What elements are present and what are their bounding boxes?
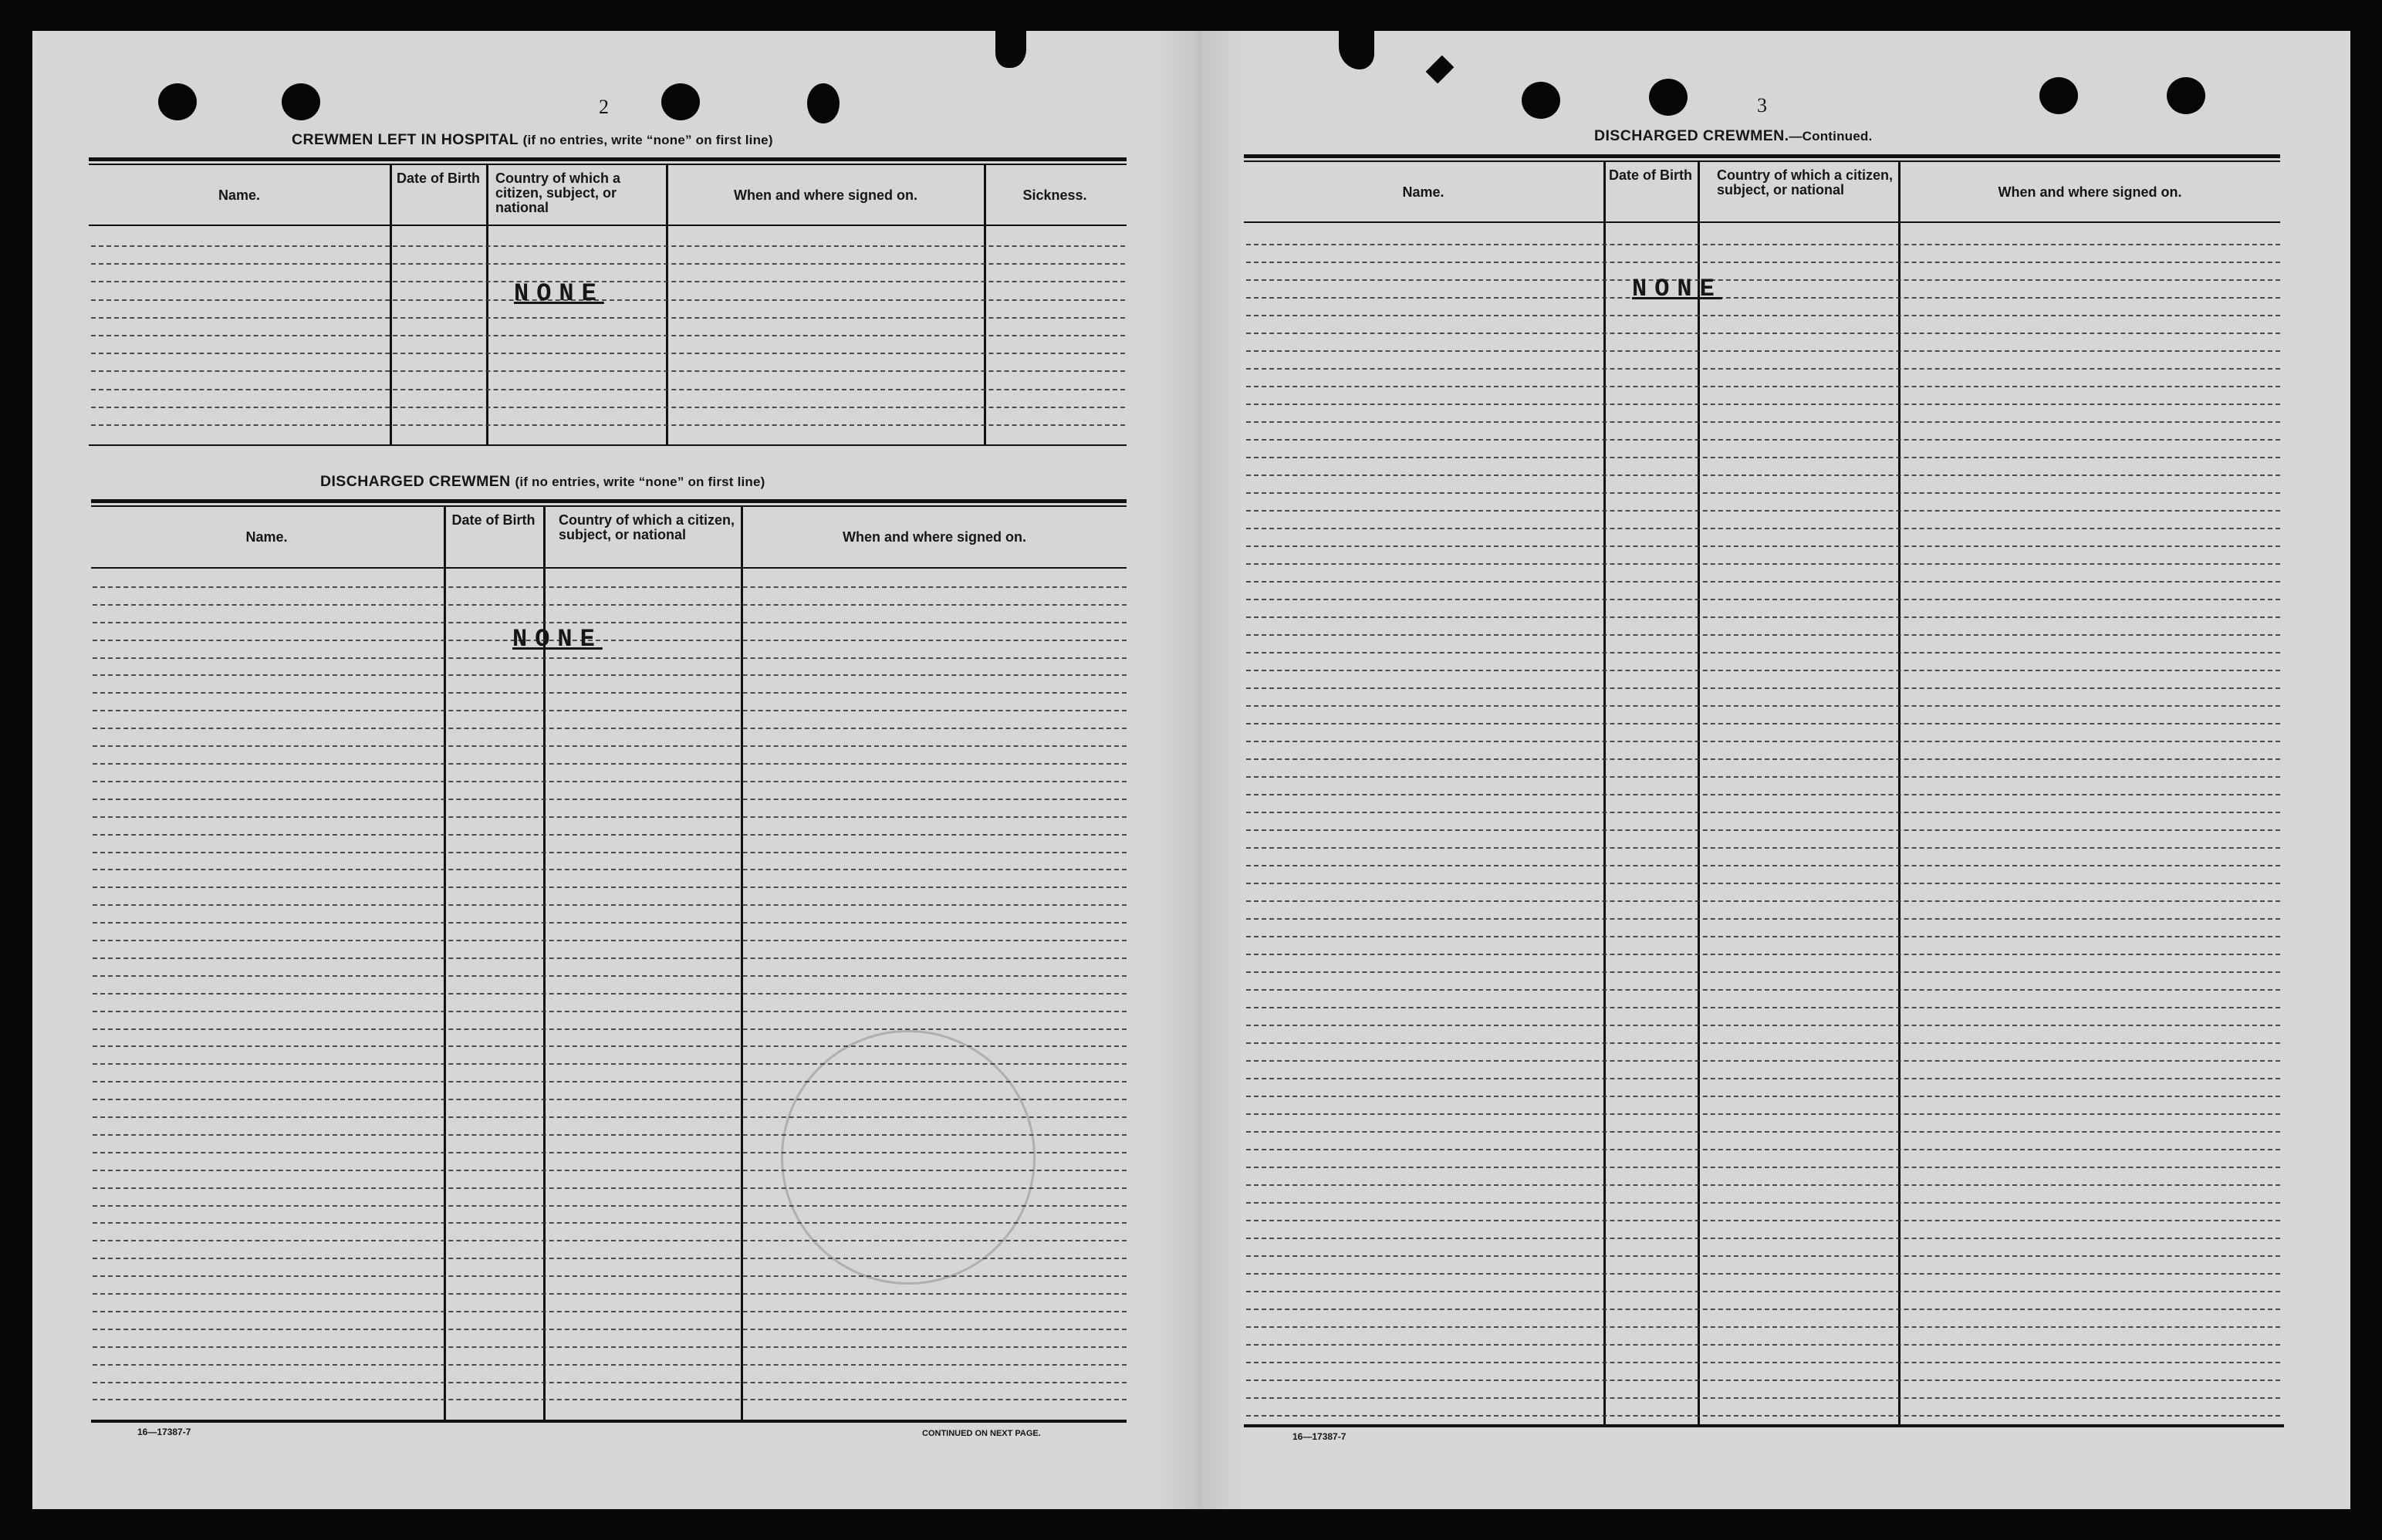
ruled-line: [93, 692, 1127, 694]
ruled-line: [1246, 652, 2280, 653]
ruled-line: [93, 1399, 1127, 1400]
column-divider: [666, 165, 668, 446]
ruled-line: [1246, 918, 2280, 920]
table-rule: [1244, 1424, 2284, 1427]
ruled-line: [93, 604, 1127, 606]
ruled-line: [1246, 971, 2280, 973]
header-rule: [91, 505, 1127, 507]
ruled-line: [93, 640, 1127, 641]
column-divider: [486, 165, 488, 446]
ruled-line: [1246, 1131, 2280, 1133]
ruled-line: [93, 887, 1127, 888]
punch-hole: [1522, 82, 1560, 119]
ruled-line: [93, 869, 1127, 870]
column-header: Name.: [218, 187, 261, 203]
ruled-line: [93, 904, 1127, 906]
header-rule: [1244, 160, 2280, 162]
ruled-line: [1246, 1007, 2280, 1008]
ruled-line: [93, 1063, 1127, 1065]
ruled-line: [1246, 1149, 2280, 1150]
ruled-line: [1246, 1184, 2280, 1186]
page-number: 3: [1757, 94, 1767, 117]
ruled-line: [1246, 262, 2280, 263]
ruled-line: [1246, 829, 2280, 831]
ruled-line: [1246, 1415, 2280, 1417]
ruled-line: [1246, 279, 2280, 281]
ruled-line: [1246, 386, 2280, 387]
ruled-line: [1246, 439, 2280, 441]
ruled-line: [1246, 474, 2280, 476]
ruled-line: [1246, 1326, 2280, 1328]
column-header: When and where signed on.: [1998, 184, 2182, 200]
ruled-line: [1246, 1291, 2280, 1292]
column-header: Country of which a citizen, subject, or national: [559, 512, 735, 542]
ruled-line: [1246, 634, 2280, 636]
ruled-line: [1246, 421, 2280, 423]
ruled-line: [1246, 900, 2280, 902]
ruled-line: [93, 1222, 1127, 1224]
ruled-line: [1246, 812, 2280, 813]
ruled-line: [1246, 1220, 2280, 1221]
ruled-line: [1246, 1113, 2280, 1115]
ruled-line: [93, 1258, 1127, 1259]
ruled-line: [91, 370, 1125, 372]
column-header: Date of Birth: [1609, 167, 1692, 183]
table-rule: [91, 1420, 1127, 1423]
header-rule: [91, 499, 1127, 503]
ruled-line: [1246, 705, 2280, 707]
column-header: Sickness.: [1022, 187, 1087, 203]
hospital-title: CREWMEN LEFT IN HOSPITAL: [292, 131, 519, 148]
ruled-line: [91, 424, 1125, 426]
ruled-line: [91, 389, 1125, 390]
ruled-line: [93, 1205, 1127, 1207]
column-divider: [984, 165, 986, 446]
ruled-line: [1246, 350, 2280, 352]
form-number: 16—17387-7: [1292, 1431, 1346, 1442]
punch-hole: [1649, 79, 1688, 116]
ruled-line: [93, 728, 1127, 729]
ruled-line: [1246, 333, 2280, 334]
ruled-line: [1246, 1042, 2280, 1044]
ruled-line: [1246, 1238, 2280, 1239]
column-header: Date of Birth: [451, 512, 536, 528]
header-rule: [89, 164, 1127, 165]
column-header: Name.: [1402, 184, 1444, 200]
punch-hole: [2039, 77, 2078, 114]
ruled-line: [1246, 404, 2280, 405]
discharged-continued-title: DISCHARGED CREWMEN.: [1594, 127, 1789, 144]
ruled-line: [1246, 794, 2280, 795]
punch-hole: [158, 83, 197, 120]
ruled-line: [1246, 989, 2280, 991]
center-fold: [1157, 31, 1242, 1509]
ruled-line: [93, 745, 1127, 747]
ruled-line: [93, 1170, 1127, 1171]
ruled-line: [1246, 1025, 2280, 1026]
ruled-line: [1246, 1096, 2280, 1097]
ruled-line: [1246, 616, 2280, 618]
ruled-line: [91, 317, 1125, 319]
ruled-line: [93, 781, 1127, 782]
ruled-line: [1246, 883, 2280, 884]
ruled-line: [1246, 954, 2280, 955]
ruled-line: [93, 1382, 1127, 1383]
ruled-line: [1246, 687, 2280, 689]
ruled-line: [93, 1293, 1127, 1295]
ruled-line: [1246, 368, 2280, 370]
none-entry: NONE: [1632, 275, 1722, 303]
column-header: Name.: [245, 529, 288, 545]
none-entry: NONE: [512, 625, 603, 653]
ruled-line: [1246, 847, 2280, 849]
ruled-line: [93, 834, 1127, 836]
ruled-line: [1246, 1344, 2280, 1346]
punch-hole: [282, 83, 320, 120]
ruled-line: [1246, 1397, 2280, 1399]
hospital-subtitle: (if no entries, write “none” on first line): [522, 133, 773, 147]
ruled-line: [1246, 315, 2280, 316]
ruled-line: [91, 281, 1125, 282]
ruled-line: [1246, 510, 2280, 512]
ruled-line: [93, 1329, 1127, 1330]
none-entry: NONE: [514, 279, 604, 308]
ruled-line: [1246, 1273, 2280, 1275]
ruled-line: [93, 1134, 1127, 1136]
ruled-line: [93, 1275, 1127, 1277]
header-rule: [1244, 154, 2280, 158]
ruled-line: [93, 763, 1127, 765]
faint-stamp-mark: [781, 1030, 1036, 1285]
ruled-line: [1246, 936, 2280, 937]
ruled-line: [93, 922, 1127, 924]
section-title-discharged-continued: [1594, 127, 1872, 145]
ruled-line: [93, 1311, 1127, 1312]
ruled-line: [1246, 1167, 2280, 1168]
ruled-line: [1246, 545, 2280, 547]
page-number: 2: [599, 96, 609, 118]
ruled-line: [93, 710, 1127, 711]
ruled-line: [91, 245, 1125, 247]
ruled-line: [93, 586, 1127, 588]
ruled-line: [93, 940, 1127, 941]
ruled-line: [1246, 244, 2280, 245]
table-rule: [89, 444, 1127, 446]
ruled-line: [93, 1099, 1127, 1100]
ruled-line: [1246, 1202, 2280, 1204]
ruled-line: [1246, 457, 2280, 458]
section-title-discharged: [320, 473, 765, 491]
column-header: Country of which a citizen, subject, or national: [495, 171, 620, 215]
ruled-line: [1246, 1255, 2280, 1257]
form-number: 16—17387-7: [137, 1427, 191, 1437]
section-title-hospital: [292, 131, 773, 149]
ruled-line: [1246, 741, 2280, 742]
ruled-line: [1246, 723, 2280, 724]
column-header: When and where signed on.: [733, 187, 918, 203]
ruled-line: [93, 657, 1127, 659]
ruled-line: [1246, 492, 2280, 494]
table-rule: [1244, 221, 2280, 223]
column-header: Date of Birth: [397, 171, 480, 186]
continued-note: CONTINUED ON NEXT PAGE.: [922, 1429, 1041, 1438]
ruled-line: [93, 816, 1127, 818]
ruled-line: [1246, 563, 2280, 565]
ruled-line: [1246, 776, 2280, 778]
ruled-line: [93, 1240, 1127, 1241]
ruled-line: [93, 622, 1127, 623]
ruled-line: [93, 975, 1127, 977]
ruled-line: [1246, 599, 2280, 600]
header-rule: [89, 157, 1127, 161]
punch-hole: [807, 83, 840, 123]
ruled-line: [93, 1346, 1127, 1348]
ruled-line: [1246, 1060, 2280, 1062]
ruled-line: [1246, 528, 2280, 529]
ruled-line: [91, 353, 1125, 354]
ruled-line: [1246, 865, 2280, 866]
ruled-line: [93, 1152, 1127, 1153]
ruled-line: [1246, 581, 2280, 583]
column-header: Country of which a citizen, subject, or national: [1717, 167, 1894, 198]
ruled-line: [93, 1116, 1127, 1118]
ruled-line: [1246, 1309, 2280, 1310]
column-divider: [741, 507, 743, 1421]
ruled-line: [1246, 1380, 2280, 1381]
ruled-line: [93, 1081, 1127, 1082]
column-divider: [444, 507, 446, 1421]
ruled-line: [93, 852, 1127, 853]
ruled-line: [91, 335, 1125, 336]
ruled-line: [93, 1187, 1127, 1189]
ruled-line: [93, 1028, 1127, 1030]
punch-hole: [661, 83, 700, 120]
discharged-subtitle: (if no entries, write “none” on first line): [515, 474, 765, 489]
ruled-line: [91, 407, 1125, 408]
ruled-line: [1246, 1362, 2280, 1363]
torn-edge: [995, 31, 1026, 68]
continued-suffix: —Continued.: [1789, 129, 1873, 144]
ruled-line: [91, 299, 1125, 301]
ruled-line: [1246, 297, 2280, 299]
table-rule: [91, 567, 1127, 569]
ruled-line: [93, 1045, 1127, 1047]
ruled-line: [93, 993, 1127, 995]
ruled-line: [93, 1364, 1127, 1366]
discharged-title: DISCHARGED CREWMEN: [320, 473, 511, 490]
ruled-line: [1246, 758, 2280, 760]
ruled-line: [1246, 670, 2280, 671]
ruled-line: [91, 263, 1125, 265]
punch-hole: [2167, 77, 2205, 114]
table-rule: [89, 225, 1127, 226]
ruled-line: [93, 957, 1127, 959]
ruled-line: [93, 674, 1127, 676]
column-divider: [390, 165, 392, 446]
ruled-line: [93, 1011, 1127, 1012]
ruled-line: [93, 799, 1127, 800]
column-header: When and where signed on.: [842, 529, 1027, 545]
ruled-line: [1246, 1078, 2280, 1079]
